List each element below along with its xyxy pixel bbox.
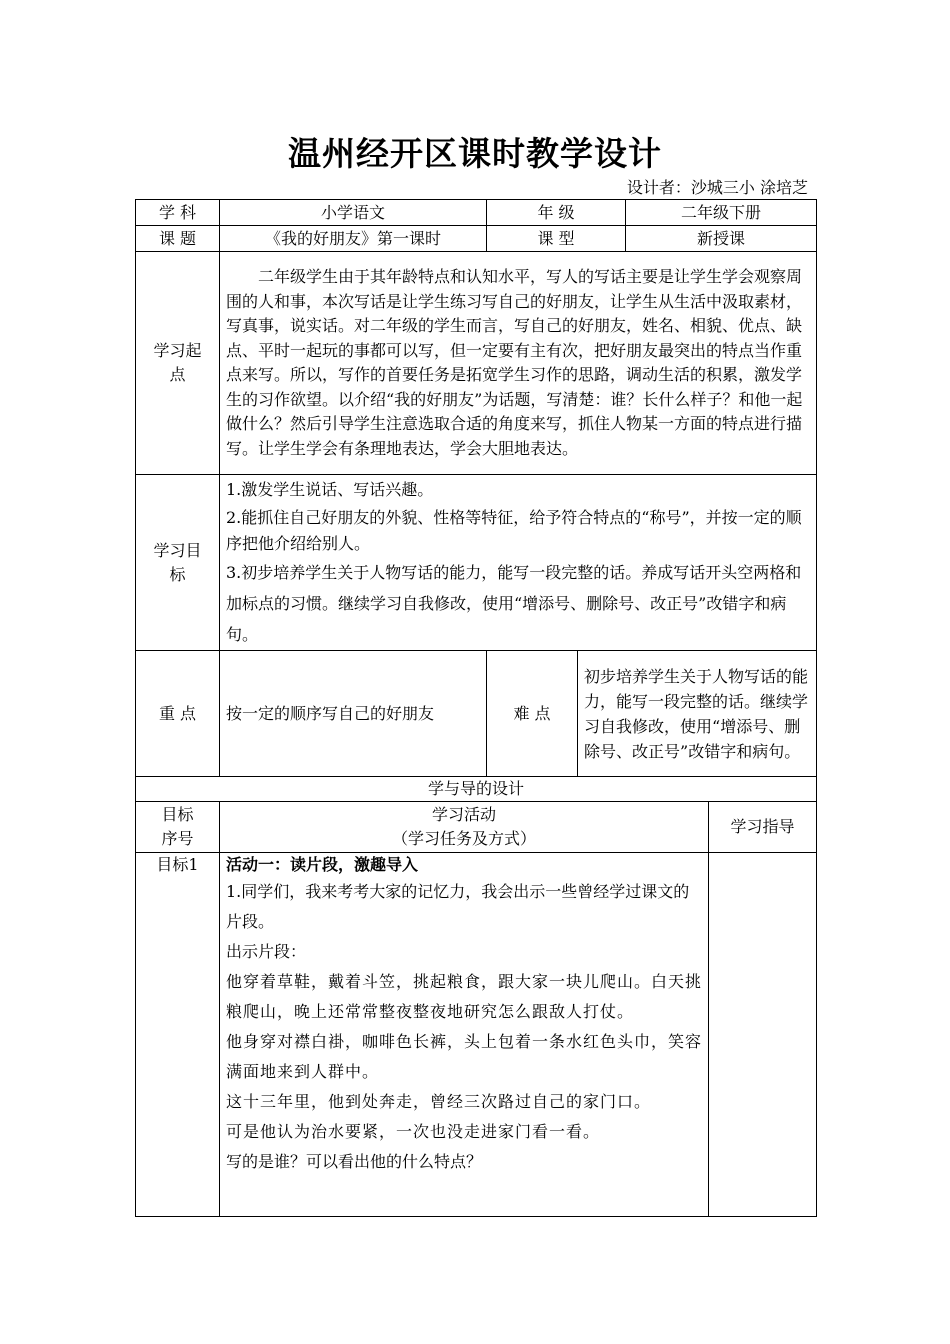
difficulty-text: 初步培养学生关于人物写话的能力，能写一段完整的话。继续学习自我修改，使用“增添号、删除号、改正号”改错字和病句。 — [578, 651, 817, 777]
goal-item: 3.初步培养学生关于人物写话的能力，能写一段完整的话。养成写话开头空两格和加标点的习惯。继续学习自我修改，使用“增添号、删除号、改正号”改错字和病句。 — [226, 563, 802, 644]
guide-header: 学习指导 — [709, 802, 817, 853]
activity-heading: 活动一：读片段，激趣导入 — [226, 855, 419, 874]
goal-item: 2.能抓住自己好朋友的外貌、性格等特征，给予符合特点的“称号”，并按一定的顺序把他介绍给别人。 — [226, 508, 802, 553]
start-point-text: 二年级学生由于其年龄特点和认知水平，写人的写话主要是让学生学会观察周围的人和事，本次写话是让学生练习写自己的好朋友，让学生从生活中汲取素材，写真事，说实话。对二年级的学生而言，写自己的好朋友，姓名、相貌、优点、缺点、平时一起玩的事都可以写，但一定要有主有次，把好朋友最突出的特点当作重点来写。所以，写作的首要任务是拓宽学生习作的思路，调动生活的积累，激发学生的习作欲望。以介绍“我的好朋友”为话题，写清楚：谁？长什么样子？和他一起做什么？然后引导学生注意选取合适的角度来写，抓住人物某一方面的特点进行描写。让学生学会有条理地表达，学会大胆地表达。 — [220, 252, 817, 475]
subject-value: 小学语文 — [220, 200, 487, 226]
excerpt-text: 可是他认为治水要紧，一次也没走进家门看一看。 — [226, 1122, 601, 1141]
difficulty-label: 难 点 — [487, 651, 578, 777]
key-point-text: 按一定的顺序写自己的好朋友 — [220, 651, 487, 777]
goals-list — [220, 475, 817, 651]
start-point-row — [136, 252, 817, 475]
activity-row — [136, 853, 817, 1217]
activity-intro: 1.同学们，我来考考大家的记忆力，我会出示一些曾经学过课文的片段。 — [226, 882, 690, 931]
design-section-title: 学与导的设计 — [136, 777, 817, 802]
focus-row — [136, 651, 817, 777]
page-title: 温州经开区课时教学设计 — [288, 134, 662, 173]
subject-label: 学 科 — [136, 200, 220, 226]
goals-label: 学习目 标 — [136, 475, 220, 651]
type-value: 新授课 — [626, 226, 817, 252]
guide-cell — [709, 853, 817, 1217]
activity-content — [220, 853, 709, 1217]
goal-number: 目标1 — [136, 853, 220, 1217]
design-section-row — [136, 777, 817, 802]
info-row-subject — [136, 200, 817, 226]
lesson-plan-table — [135, 199, 817, 1217]
grade-value: 二年级下册 — [626, 200, 817, 226]
info-row-topic — [136, 226, 817, 252]
design-header-row — [136, 802, 817, 853]
activity-question: 写的是谁？可以看出他的什么特点？ — [226, 1152, 483, 1171]
excerpt-text: 他穿着草鞋，戴着斗笠，挑起粮食，跟大家一块儿爬山。白天挑粮爬山，晚上还常常整夜整夜地研究怎么跟敌人打仗。 — [226, 972, 703, 1021]
activity-header: 学习活动 （学习任务及方式） — [220, 802, 709, 853]
key-point-label: 重 点 — [136, 651, 220, 777]
topic-label: 课 题 — [136, 226, 220, 252]
start-point-label: 学习起 点 — [136, 252, 220, 475]
type-label: 课 型 — [487, 226, 626, 252]
designer-line: 设计者：沙城三小 涂培芝 — [626, 178, 808, 197]
activity-show-label: 出示片段： — [226, 942, 307, 961]
excerpt-text: 这十三年里，他到处奔走，曾经三次路过自己的家门口。 — [226, 1092, 652, 1111]
grade-label: 年 级 — [487, 200, 626, 226]
goal-number-header: 目标 序号 — [136, 802, 220, 853]
goal-item: 1.激发学生说话、写话兴趣。 — [226, 480, 434, 499]
topic-value: 《我的好朋友》第一课时 — [220, 226, 487, 252]
excerpt-text: 他身穿对襟白褂，咖啡色长裤，头上包着一条水红色头巾，笑容满面地来到人群中。 — [226, 1032, 703, 1081]
goals-row — [136, 475, 817, 651]
